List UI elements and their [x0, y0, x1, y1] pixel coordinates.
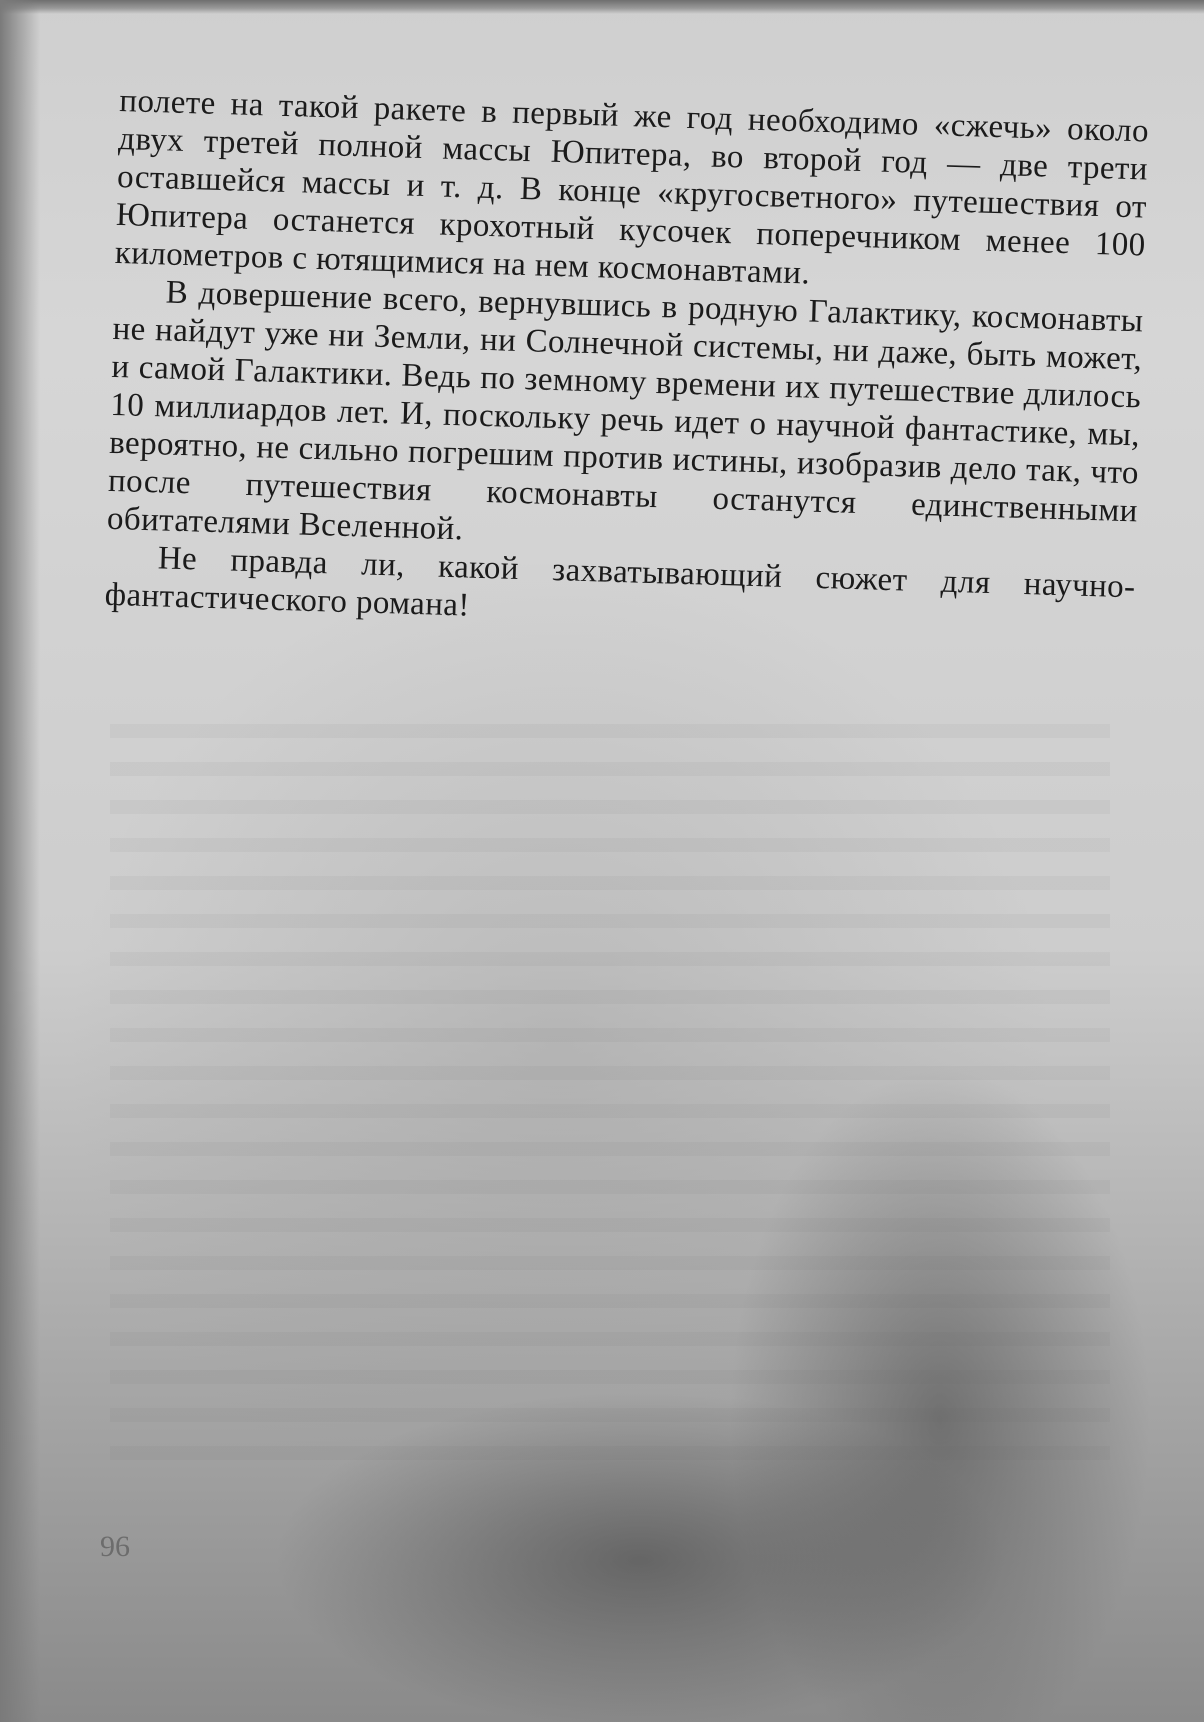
show-through-text: [110, 700, 1110, 1460]
page-top-edge: [0, 0, 1204, 14]
page-number: 96: [100, 1530, 130, 1563]
body-text: [104, 82, 1149, 644]
paragraph-1: полете на такой ракете в первый же год необходимо «сжечь» около двух третей полной массы Юпитера, во второй год — две трети оставшейся массы и т. д. В конце «кругосветного» путешествия от Юпитера останется крохотный кусочек поперечником менее 100 километров с ютящимися на нем космонавтами.: [114, 82, 1150, 292]
paragraph-2: В довершение всего, вернувшись в родную Галактику, космонавты не найдут уже ни Земли, ни Солнечной системы, ни даже, быть может, и самой Галактики. Ведь по земному времени их путешествие длилось 10 миллиардов лет. И, поскольку речь идет о научной фантастике, мы, вероятно, не сильно погрешим против истины, изобразив дело так, что после путешествия космонавты останутся единственными обитателями Вселенной.: [106, 274, 1144, 548]
page-left-edge: [0, 0, 40, 1722]
paragraph-3: Не правда ли, какой захватывающий сюжет для научно-фантастического романа!: [104, 540, 1136, 624]
